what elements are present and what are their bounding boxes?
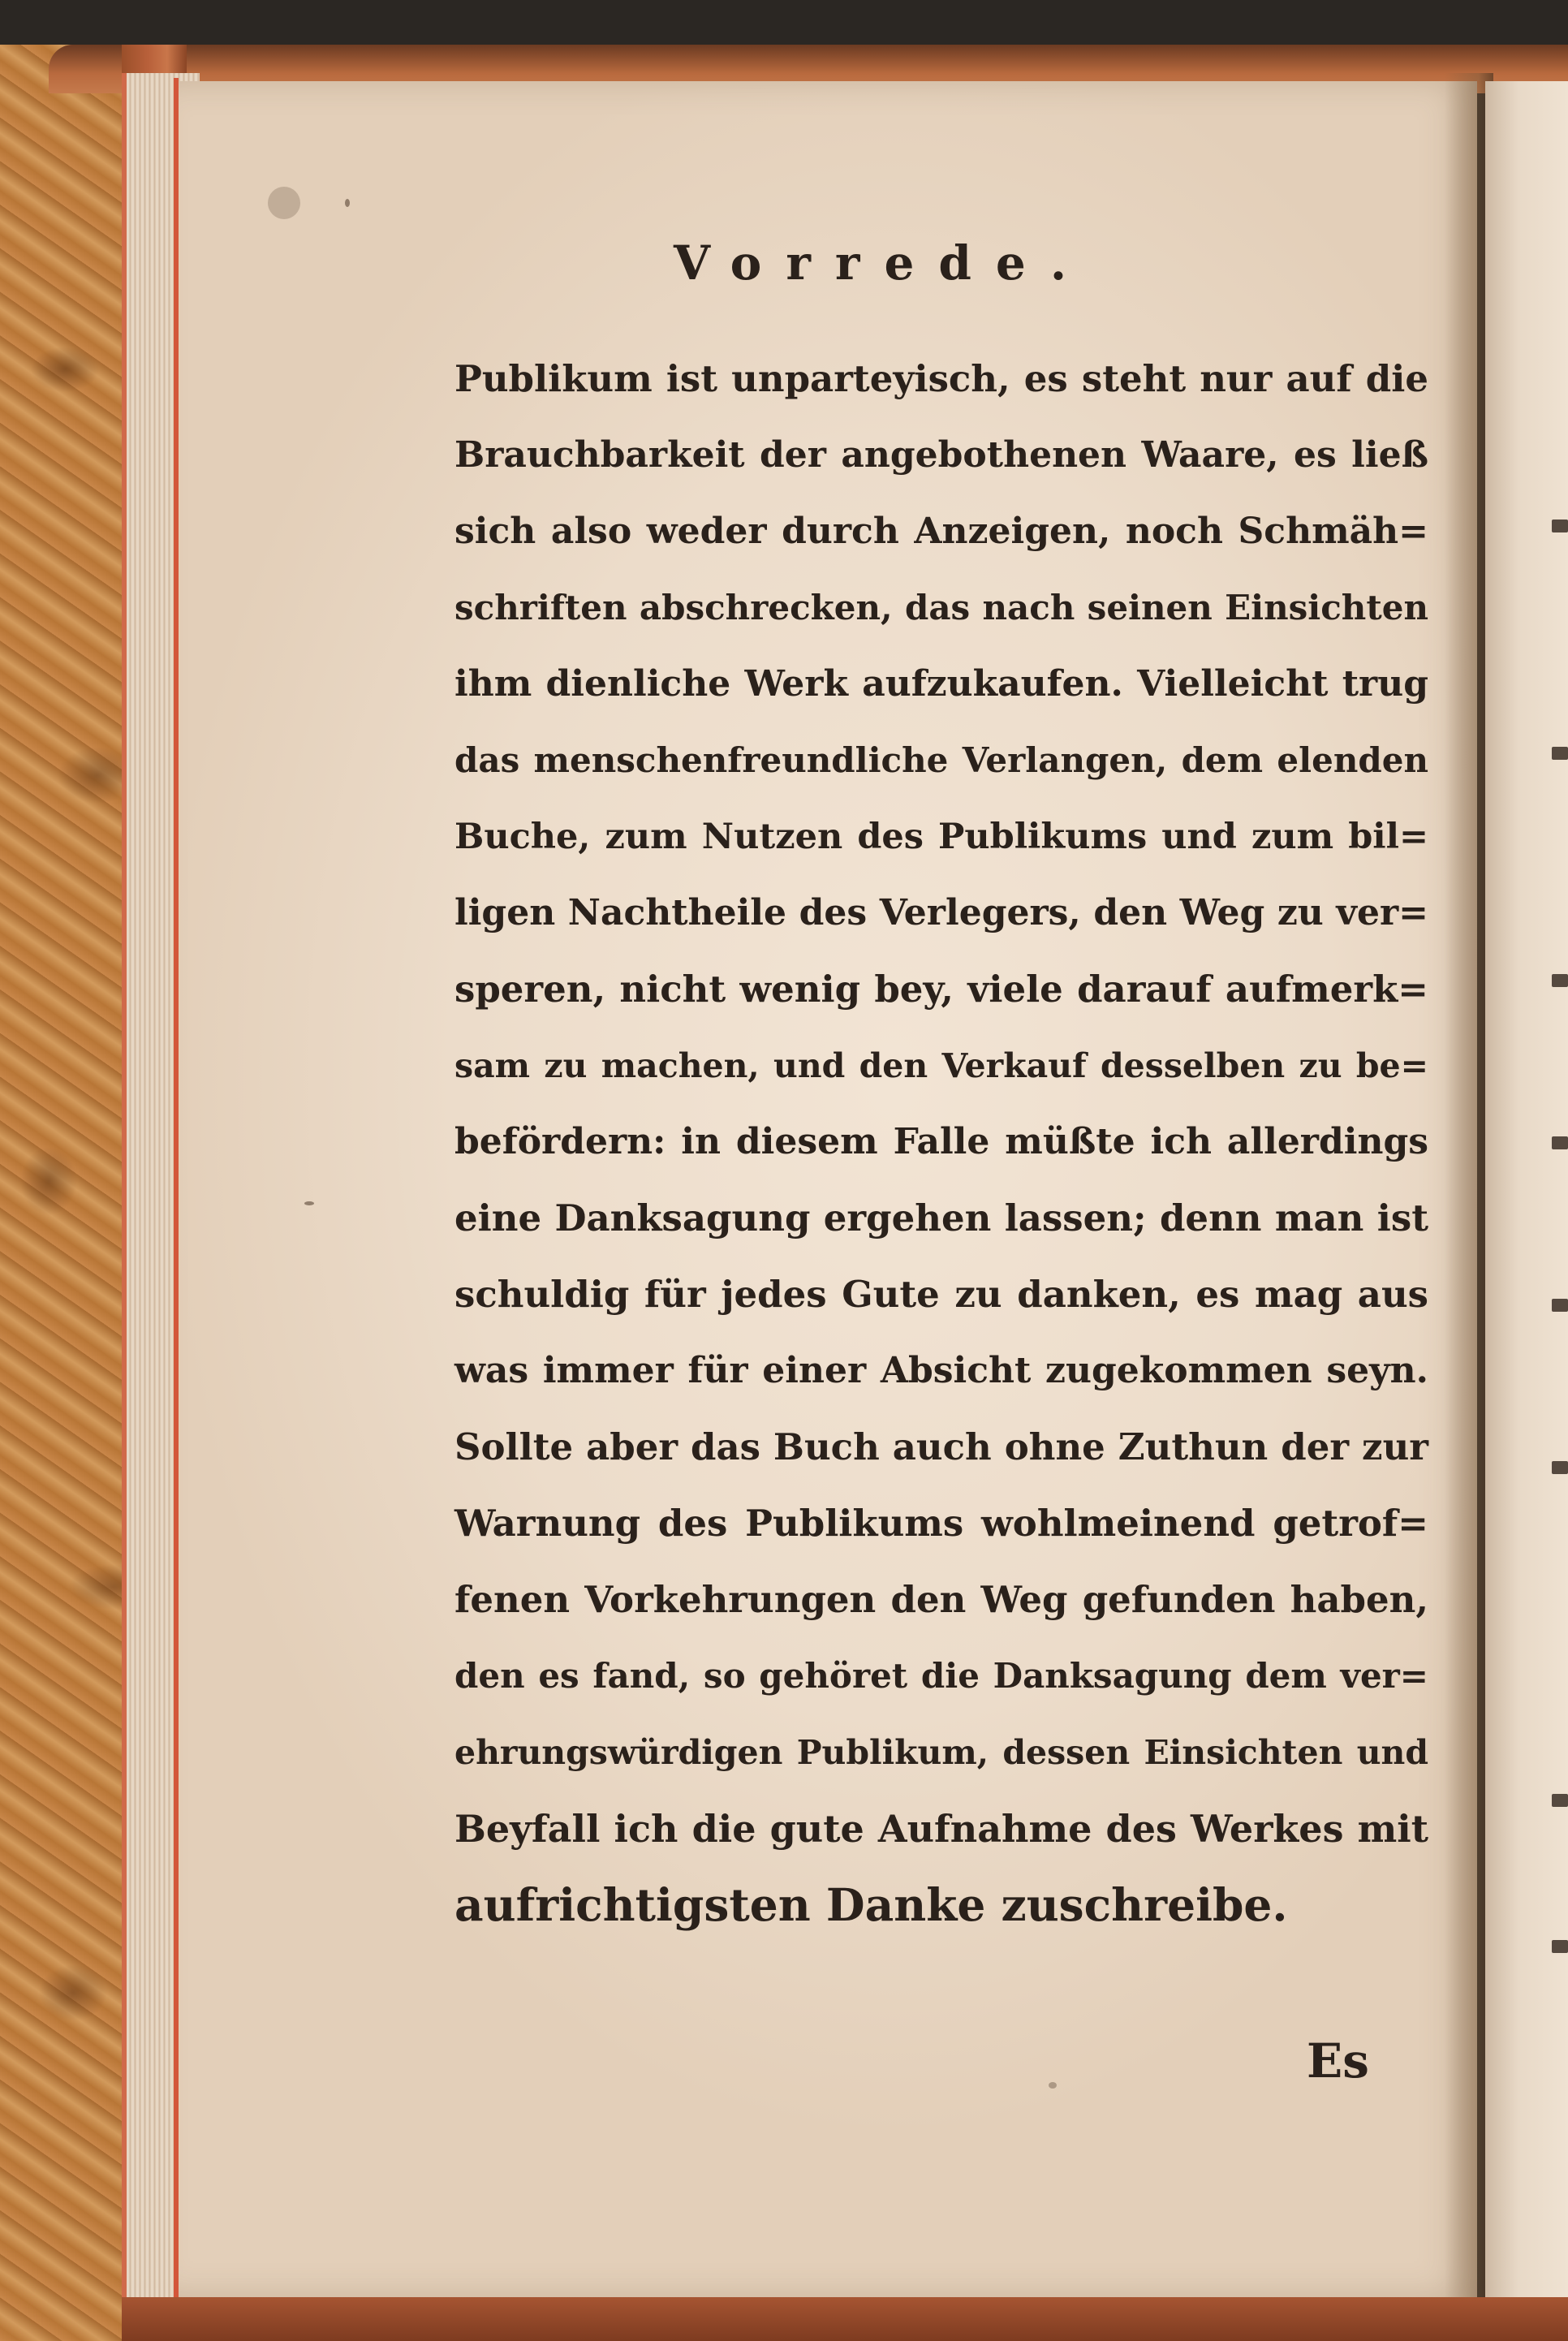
cover-bottom-edge — [122, 2297, 1568, 2341]
text-line: Buche, zum Nutzen des Publikums und zum bil= — [454, 817, 1428, 857]
text-line: das menschenfreundliche Verlangen, dem elenden — [454, 740, 1428, 780]
text-line: sich also weder durch Anzeigen, noch Schmäh= — [454, 511, 1428, 552]
body-text — [454, 341, 1428, 1943]
catchword: Es — [1307, 2033, 1369, 2089]
text-line: Warnung des Publikums wohlmeinend getrof= — [454, 1502, 1428, 1545]
facing-page-text-fragment — [1552, 1299, 1568, 1312]
paper-speck — [1049, 2082, 1057, 2089]
facing-page-text-fragment — [1552, 1461, 1568, 1474]
running-header: Vorrede. — [674, 235, 1092, 291]
text-line: schuldig für jedes Gute zu danken, es mag aus — [454, 1273, 1428, 1316]
paper-speck — [345, 199, 350, 207]
facing-page-text-fragment — [1552, 1136, 1568, 1149]
text-line: fenen Vorkehrungen den Weg gefunden haben, — [454, 1578, 1428, 1621]
text-line: ehrungswürdigen Publikum, dessen Einsichten und — [454, 1733, 1428, 1772]
text-line: aufrichtigsten Danke zuschreibe. — [454, 1878, 1288, 1931]
text-line: Sollte aber das Buch auch ohne Zuthun der zur — [454, 1425, 1428, 1468]
text-line: ligen Nachtheile des Verlegers, den Weg zu ver= — [454, 892, 1428, 933]
text-line: den es fand, so gehöret die Danksagung dem ver= — [454, 1656, 1428, 1696]
text-line: was immer für einer Absicht zugekommen seyn. — [454, 1350, 1428, 1391]
facing-page-text-fragment — [1552, 1940, 1568, 1953]
text-line: eine Danksagung ergehen lassen; denn man ist — [454, 1196, 1428, 1239]
facing-page-text-fragment — [1552, 1794, 1568, 1807]
facing-page — [1485, 81, 1568, 2297]
facing-page-text-fragment — [1552, 520, 1568, 532]
text-line: Brauchbarkeit der angebothenen Waare, es ließ — [454, 434, 1428, 476]
facing-page-text-fragment — [1552, 974, 1568, 987]
text-line: sam zu machen, und den Verkauf desselben zu be= — [454, 1046, 1428, 1085]
text-line: schriften abschrecken, das nach seinen Einsichten — [454, 588, 1428, 627]
text-line: befördern: in diesem Falle müßte ich allerdings — [454, 1121, 1428, 1162]
text-line: Publikum ist unparteyisch, es steht nur auf die — [454, 357, 1428, 400]
facing-page-text-fragment — [1552, 747, 1568, 760]
paper-stain — [268, 187, 300, 219]
text-line: speren, nicht wenig bey, viele darauf aufmerk= — [454, 968, 1428, 1011]
text-line: ihm dienliche Werk aufzukaufen. Vielleicht trug — [454, 663, 1428, 705]
text-line: Beyfall ich die gute Aufnahme des Werkes mit — [454, 1807, 1428, 1851]
paper-speck — [304, 1201, 314, 1205]
